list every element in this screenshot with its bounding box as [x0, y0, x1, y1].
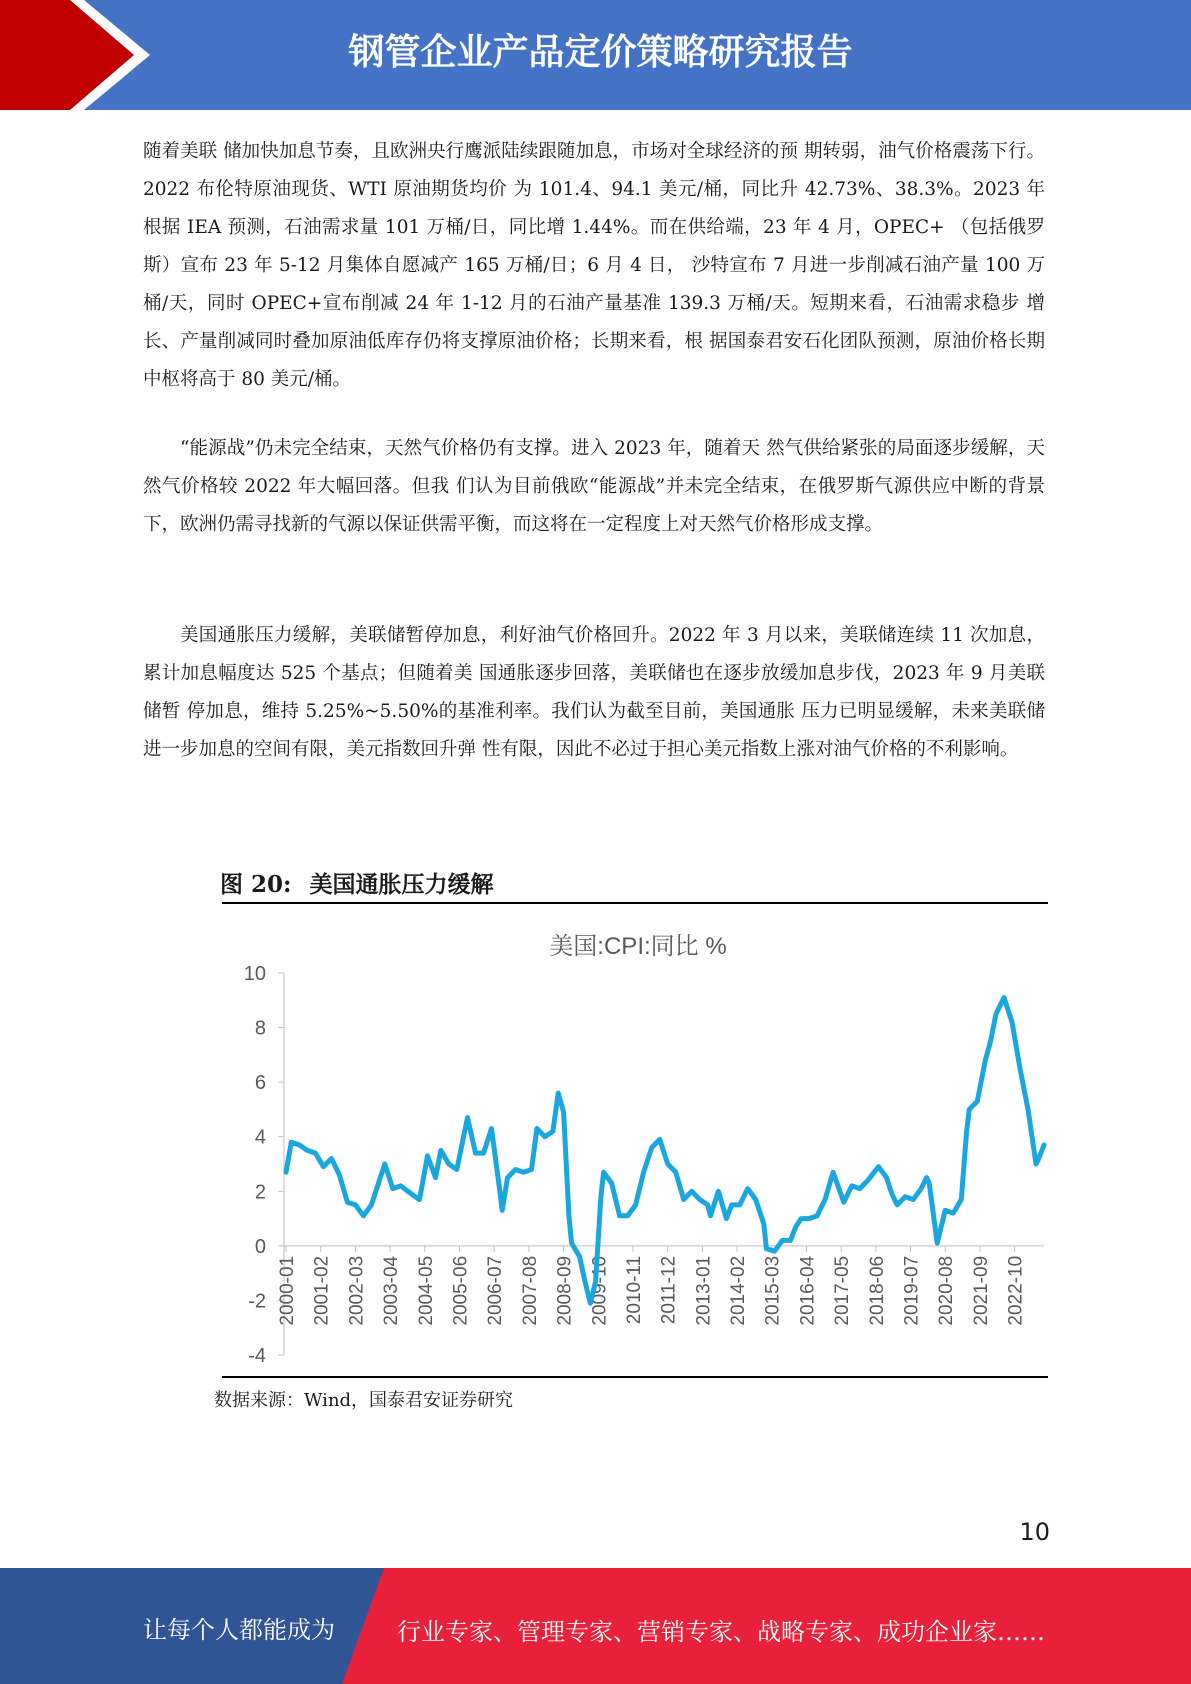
footer-slogan-right: 行业专家、管理专家、营销专家、战略专家、成功企业家…… [397, 1618, 1045, 1646]
paragraph-oil-price [143, 133, 1045, 399]
x-tick-label: 2002-03 [346, 1255, 368, 1326]
y-tick-label: -2 [248, 1290, 266, 1313]
x-tick-label: 2010-11 [623, 1255, 645, 1325]
figure-source: 数据来源：Wind，国泰君安证券研究 [214, 1390, 514, 1411]
figure-caption: 美国通胀压力缓解 [309, 871, 494, 898]
x-tick-label: 2017-05 [832, 1255, 854, 1326]
x-tick-label: 2013-01 [693, 1255, 715, 1326]
x-tick-label: 2011-12 [658, 1255, 680, 1325]
y-tick-label: 4 [254, 1126, 266, 1149]
x-tick-label: 2016-04 [797, 1255, 819, 1326]
page-header [0, 0, 1191, 110]
x-tick-label: 2007-08 [519, 1255, 541, 1326]
paragraph-fed-policy [143, 617, 1045, 769]
x-tick-label: 2008-09 [554, 1255, 576, 1326]
x-tick-label: 2004-05 [415, 1255, 437, 1326]
y-tick-label: 0 [254, 1235, 266, 1258]
x-tick-label: 2005-06 [450, 1255, 472, 1326]
figure-bottom-rule [222, 1376, 1048, 1378]
footer-slogan-left: 让每个人都能成为 [143, 1616, 335, 1644]
x-tick-label: 2020-08 [936, 1255, 958, 1326]
x-tick-label: 2006-07 [485, 1255, 507, 1326]
x-tick-label: 2001-02 [311, 1255, 333, 1326]
x-tick-label: 2018-06 [866, 1255, 888, 1326]
paragraph-gas-price [143, 430, 1045, 544]
y-tick-label: 8 [254, 1017, 266, 1040]
y-tick-label: 2 [254, 1181, 266, 1204]
y-tick-label: 6 [254, 1072, 266, 1095]
chart-title: 美国:CPI:同比 % [549, 933, 727, 960]
x-tick-label: 2014-02 [728, 1255, 750, 1326]
figure-title [220, 866, 494, 899]
paragraph-text: 美国通胀压力缓解，美联储暂停加息，利好油气价格回升。2022 年 3 月以来，美联储连续 11 次加息，累计加息幅度达 525 个基点；但随着美 国通胀逐步回落，美联储也在逐步放缓加息步伐，2023 年 9 月美联储暂 停加息，维持 5.25%~5.50%的基准利率。我们认为截至目前，美国通胀 压力已明显缓解，未来美联储进一步加息的空间有限，美元指数回升弹 性有限，因此不必过于担心美元指数上涨对油气价格的不利影响。 [143, 625, 1045, 760]
figure-label: 图 20: [220, 871, 292, 898]
y-tick-label: -4 [248, 1345, 266, 1367]
x-tick-label: 2021-09 [970, 1255, 992, 1326]
x-tick-label: 2009-10 [589, 1255, 611, 1326]
x-tick-label: 2003-04 [381, 1255, 403, 1326]
report-title: 钢管企业产品定价策略研究报告 [348, 32, 853, 73]
y-tick-label: 10 [243, 963, 266, 985]
x-axis [277, 1246, 1044, 1326]
page-number: 10 [1019, 1518, 1050, 1546]
paragraph-text: 随着美联 储加快加息节奏，且欧洲央行鹰派陆续跟随加息，市场对全球经济的预 期转弱，油气价格震荡下行。2022 布伦特原油现货、WTI 原油期货均价 为 101.4、94.1 美元/桶，同比升 42.73%、38.3%。2023 年根据 IEA 预测，石油需求量 101 万桶/日，同比增 1.44%。而在供给端，23 年 4 月，OPEC+ （包括俄罗斯）宣布 23 年 5-12 月集体自愿减产 165 万桶/日；6 月 4 日， 沙特宣布 7 月进一步削减石油产量 100 万桶/天，同时 OPEC+宣布削减 24 年 1-12 月的石油产量基准 139.3 万桶/天。短期来看，石油需求稳步 增长、产量削减同时叠加原油低库存仍将支撑原油价格；长期来看，根 据国泰君安石化团队预测，原油价格长期中枢将高于 80 美元/桶。 [143, 141, 1045, 390]
cpi-line-chart [222, 905, 1048, 1375]
paragraph-text: “能源战”仍未完全结束，天然气价格仍有支撑。进入 2023 年，随着天 然气供给紧张的局面逐步缓解，天然气价格较 2022 年大幅回落。但我 们认为目前俄欧“能源战”并未完全结束，在俄罗斯气源供应中断的背景 下，欧洲仍需寻找新的气源以保证供需平衡，而这将在一定程度上对天然气价格形成支撑。 [143, 438, 1045, 535]
x-tick-label: 2015-03 [762, 1255, 784, 1326]
x-tick-label: 2000-01 [277, 1255, 298, 1326]
x-tick-label: 2019-07 [901, 1255, 923, 1326]
figure-top-rule [222, 902, 1048, 904]
x-tick-label: 2022-10 [1005, 1255, 1027, 1326]
